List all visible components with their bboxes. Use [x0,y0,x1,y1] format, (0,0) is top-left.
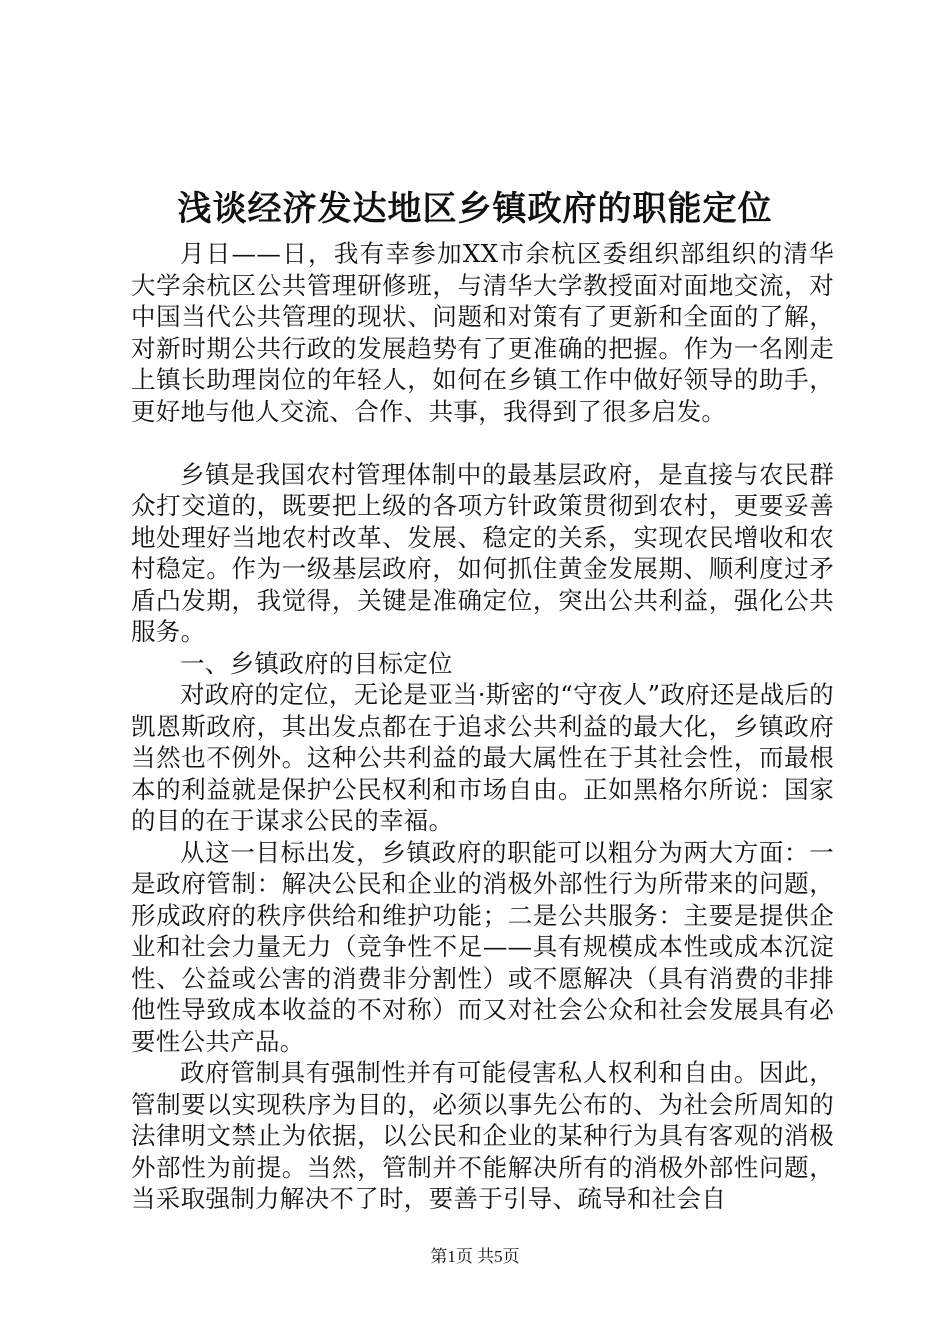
paragraph-regulation: 政府管制具有强制性并有可能侵害私人权利和自由。因此，管制要以实现秩序为目的，必须以事先公布的、为社会所周知的法律明文禁止为依据，以公民和企业的某种行为具有客观的消极外部性为前提。当然，管制并不能解决所有的消极外部性问题，当采取强制力解决不了时，要善于引导、疏导和社会自 [131,1058,834,1213]
page-number-footer: 第1页 共5页 [430,1247,520,1266]
section-heading-goal-positioning: 一、乡镇政府的目标定位 [180,648,453,678]
paragraph-government-positioning: 对政府的定位，无论是亚当·斯密的“守夜人”政府还是战后的凯恩斯政府，其出发点都在于追求公共利益的最大化，乡镇政府当然也不例外。这种公共利益的最大属性在于其社会性，而最根本的利益就是保护公民权利和市场自由。正如黑格尔所说：国家的目的在于谋求公民的幸福。 [131,680,834,835]
document-title: 浅谈经济发达地区乡镇政府的职能定位 [177,189,773,229]
paragraph-township-role: 乡镇是我国农村管理体制中的最基层政府，是直接与农民群众打交道的，既要把上级的各项方针政策贯彻到农村，更要妥善地处理好当地农村改革、发展、稳定的关系，实现农民增收和农村稳定。作为一级基层政府，如何抓住黄金发展期、顺利度过矛盾凸发期，我觉得，关键是准确定位，突出公共利益，强化公共服务。 [131,459,834,646]
paragraph-intro: 月日——日，我有幸参加XX市余杭区委组织部组织的清华大学余杭区公共管理研修班，与清华大学教授面对面地交流，对中国当代公共管理的现状、问题和对策有了更新和全面的了解，对新时期公共行政的发展趋势有了更准确的把握。作为一名刚走上镇长助理岗位的年轻人，如何在乡镇工作中做好领导的助手，更好地与他人交流、合作、共事，我得到了很多启发。 [131,239,834,426]
document-body [131,238,834,1215]
paragraph-functions: 从这一目标出发，乡镇政府的职能可以粗分为两大方面：一是政府管制：解决公民和企业的消极外部性行为所带来的问题，形成政府的秩序供给和维护功能；二是公共服务：主要是提供企业和社会力量无力（竞争性不足——具有规模成本性或成本沉淀性、公益或公害的消费非分割性）或不愿解决（具有消费的非排他性导致成本收益的不对称）而又对社会公众和社会发展具有必要性公共产品。 [131,837,834,1056]
